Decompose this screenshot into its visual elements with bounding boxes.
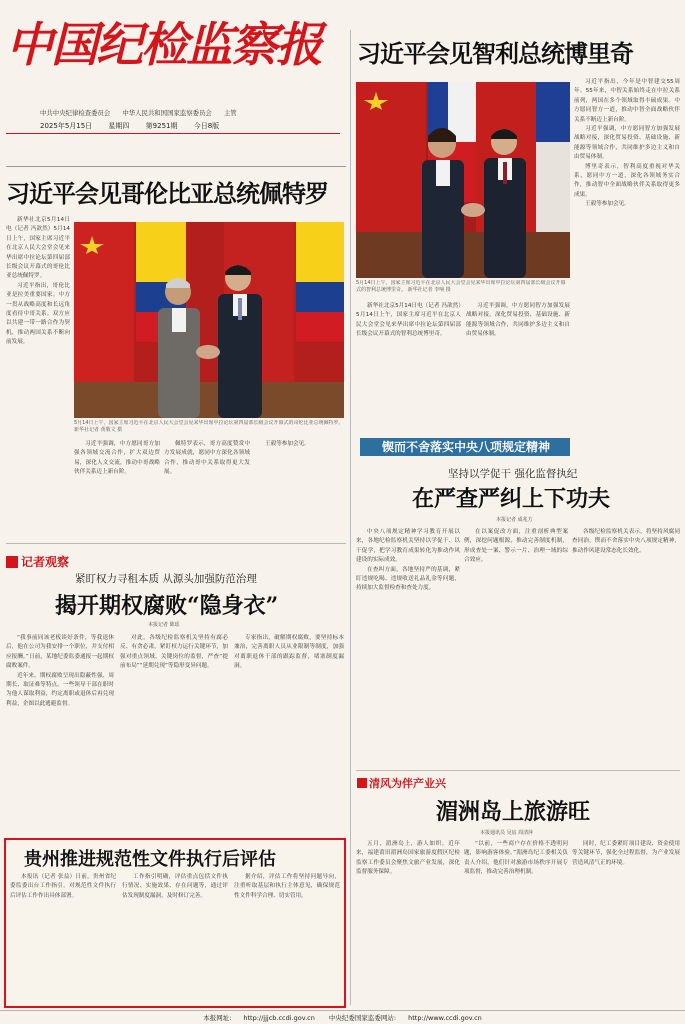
headline-strict: 在严查严纠上下功夫 [412, 486, 611, 512]
colombia-paragraph-1: 新华社北京5月14日电（记者 冯歆然）5月14日上午，国家主席习近平在北京人民大会堂会见来华出席中拉论坛第四届部长级会议开幕式的哥伦比亚总统佩特罗。 [6, 217, 70, 280]
footer-site-label: 本报网址: [203, 1014, 232, 1022]
colombia-col-3 [164, 440, 250, 535]
chile-paragraph-3: 习近平强调，中方愿同智方加强发展战略对接，深化贸易投资、基础设施、新能源等领域合作，共同维护多边主义和自由贸易体制。 [574, 126, 680, 161]
colombia-top-rule [6, 166, 346, 167]
island-col-1 [356, 840, 460, 1005]
island-top-rule [356, 770, 680, 771]
byline-strict: 本报记者 成兆方 [496, 517, 533, 523]
newspaper-title: 中国纪检监察报 [6, 18, 321, 73]
headline-colombia: 习近平会见哥伦比亚总统佩特罗 [6, 179, 328, 208]
exposure-paragraph-1: “我事前同该老板谈好条件，等我退休后，他在公司为我安排一个职位，并支付相应报酬。”日前，某地纪委监委通报一起期权腐败案件。 [6, 635, 114, 670]
strict-paragraph-1: 中央八项规定精神学习教育开展以来，各地纪检监察机关坚持以学促干、以干促学，把学习教育成果转化为推动作风建设的实际成效。 [356, 529, 460, 564]
byline-island: 本报通讯员 吴宸 周清萍 [480, 830, 534, 836]
photo-credit-colombia: 新华社记者 黄敬文 摄 [74, 427, 123, 433]
footer-portal-label: 中央纪委国家监委网站: [328, 1014, 397, 1022]
issue-date: 2025年5月15日 [40, 122, 93, 130]
masthead [0, 0, 345, 150]
guizhou-col-3 [234, 873, 340, 1003]
section-label-clean-breeze: 清风为伴产业兴 [369, 777, 446, 790]
exposure-paragraph-3: 对此，各级纪检监察机关坚持有腐必反、有贪必肃，紧盯权力运行关键环节，加强对重点领域、关键岗位的监督，严查“提前布局”“延期兑现”等隐形变异问题。 [120, 635, 228, 670]
island-col-2 [464, 840, 568, 1005]
exposure-col-3 [234, 634, 344, 830]
footer-rule [0, 1010, 685, 1011]
chile-paragraph-2: 习近平指出，今年是中智建交55周年。55年来，中智关系始终走在中拉关系前列，两国在多个领域取得丰硕成果。中方愿同智方一道，推动中智全面战略伙伴关系不断迈上新台阶。 [574, 79, 680, 123]
exposure-col-1 [6, 634, 114, 830]
publisher-1: 中共中央纪律检查委员会 [40, 109, 111, 117]
strict-col-3 [572, 528, 680, 780]
banner-eight-rules: 锲而不舍落实中央八项规定精神 [360, 438, 570, 456]
strict-paragraph-4: 各级纪检监察机关表示，将坚持风腐同查同治，锲而不舍落实中央八项规定精神，推动作风建设常态化长效化。 [572, 529, 680, 554]
page-count: 今日8版 [193, 122, 220, 130]
caption-colombia [74, 420, 344, 436]
colombia-paragraph-4: 佩特罗表示，哥方高度赞赏中方发展成就，愿同中方深化各领域合作，推动哥中关系取得更大发展。 [164, 441, 250, 476]
section-mark-icon [6, 556, 18, 568]
colombia-col-4 [254, 440, 344, 535]
photo-colombia-illustration [74, 222, 344, 418]
publisher-role: 主管 [223, 109, 237, 117]
headline-chile: 习近平会见智利总统博里奇 [357, 39, 633, 68]
photo-chile-illustration [356, 82, 570, 278]
colombia-paragraph-2: 习近平指出，哥伦比亚是拉美重要国家。中方一贯从战略高度和长远角度看待中哥关系。双方应以共建一带一路合作为契机，推动两国关系不断向前发展。 [6, 282, 70, 346]
guizhou-col-2 [122, 873, 228, 1003]
headline-island: 湄洲岛上旅游旺 [436, 799, 591, 825]
photo-colombia [74, 222, 344, 418]
strict-col-2 [464, 528, 568, 780]
chile-sidecolumn [574, 78, 680, 433]
footer-site-link[interactable]: http://jjjcb.ccdi.gov.cn [243, 1014, 315, 1022]
caption-colombia-text: 5月14日上午，国家主席习近平在北京人民大会堂会见来华出席中拉论坛第四届部长级会议开幕式的哥伦比亚总统佩特罗。 [74, 420, 344, 426]
island-paragraph-3: 同时，纪工委紧盯项目建设、资金使用等关键环节，强化全过程监督，为产业发展营造风清气正的环境。 [572, 841, 680, 866]
headline-exposure: 揭开期权腐败“隐身衣” [55, 593, 279, 619]
issue-weekday: 星期四 [108, 122, 130, 130]
caption-chile-text: 5月14日上午，国家主席习近平在北京人民大会堂会见来华出席中拉论坛第四届部长级会议开幕式的智利总统博里奇。 [356, 280, 566, 293]
exposure-col-2 [120, 634, 228, 830]
strict-col-1 [356, 528, 460, 780]
island-paragraph-2: “以前，一些商户存在价格不透明问题，影响游客体验。”湄洲岛纪工委相关负责人介绍，他们针对旅游市场秩序开展专项监督，推动完善治理机制。 [464, 841, 568, 876]
footer [0, 1013, 685, 1022]
chile-paragraph-5: 王毅等参加会见。 [585, 201, 630, 208]
colombia-paragraph-5: 王毅等参加会见。 [265, 441, 310, 447]
chile-paragraph-3b: 习近平强调，中方愿同智方加强发展战略对接，深化贸易投资、基础设施、新能源等领域合作，共同维护多边主义和自由贸易体制。 [466, 303, 570, 338]
strict-paragraph-3: 在以案促改方面，注重剖析典型案例，深挖问题根源，推动完善制度机制，形成查处一案、警示一片、治理一域的综合效应。 [464, 529, 568, 564]
chile-col-b [466, 302, 570, 432]
exposure-paragraph-4: 专家指出，破解期权腐败，要坚持标本兼治，完善离职人员从业限制等制度，加强对离职退休干部的跟踪监督，堵塞制度漏洞。 [234, 635, 344, 670]
chile-col-a [356, 302, 461, 432]
byline-exposure: 本报记者 陈瑶 [148, 622, 180, 628]
chile-paragraph-1: 新华社北京5月14日电（记者 冯歆然）5月14日上午，国家主席习近平在北京人民大会堂会见来华出席中拉论坛第四届部长级会议开幕式的智利总统博里奇。 [356, 303, 461, 338]
section-label-observation: 记者观察 [21, 555, 70, 569]
masthead-rule [6, 133, 340, 134]
photo-credit-chile: 新华社记者 李响 摄 [407, 287, 451, 293]
kicker-exposure: 紧盯权力寻租本质 从源头加强防范治理 [75, 573, 257, 585]
island-paragraph-1: 五月，湄洲岛上，游人如织。近年来，福建莆田湄洲岛国家旅游度假区纪检监察工作委员会聚焦文旅产业发展，深化监督服务保障。 [356, 841, 460, 876]
kicker-strict: 坚持以学促干 强化监督执纪 [448, 468, 578, 480]
guizhou-paragraph-3: 据介绍，评估工作将坚持问题导向，注重听取基层和执行主体意见，确保规范性文件科学合理、切实管用。 [234, 874, 340, 899]
island-col-3 [572, 840, 680, 1005]
exposure-paragraph-2: 近年来，期权腐败呈现出隐蔽性强、周期长、取证难等特点。一些领导干部在职时为他人谋取利益，约定离职或退休后再兑现利益，企图以此逃避监督。 [6, 672, 114, 707]
guizhou-paragraph-1: 本报讯（记者 张益）日前，贵州省纪委监委出台工作指引，对规范性文件执行后评估工作作出具体部署。 [10, 874, 116, 899]
publisher-2: 中华人民共和国国家监察委员会 [122, 109, 212, 117]
section-mark-icon-2 [357, 778, 367, 788]
guizhou-paragraph-2: 工作指引明确，评估重点包括文件执行情况、实施效果、存在问题等，通过评估发现制度漏洞，及时修订完善。 [122, 874, 228, 899]
issue-number: 第9251期 [145, 122, 178, 130]
photo-chile [356, 82, 570, 278]
issue-line [40, 121, 233, 131]
exposure-top-rule [6, 543, 346, 544]
strict-paragraph-2: 在查纠方面，各地坚持严的基调，紧盯违规吃喝、违规收送礼品礼金等问题，持续加大监督检查和查处力度。 [356, 566, 460, 592]
publisher-line [40, 108, 247, 117]
colombia-paragraph-3: 习近平强调，中方愿同哥方加强各领域交流合作，扩大双边贸易，深化人文交流，推动中哥战略伙伴关系迈上新台阶。 [74, 441, 160, 476]
headline-guizhou: 贵州推进规范性文件执行后评估 [24, 849, 276, 870]
chile-paragraph-4: 博里奇表示，智利高度重视对华关系，愿同中方一道，深化各领域务实合作，推动智中全面战略伙伴关系取得更多成果。 [574, 163, 680, 198]
guizhou-col-1 [10, 873, 116, 1003]
colombia-col-1 [6, 216, 70, 536]
colombia-col-2 [74, 440, 160, 535]
column-divider [350, 30, 351, 1005]
footer-portal-link[interactable]: http://www.ccdi.gov.cn [408, 1014, 482, 1022]
caption-chile [356, 280, 570, 296]
